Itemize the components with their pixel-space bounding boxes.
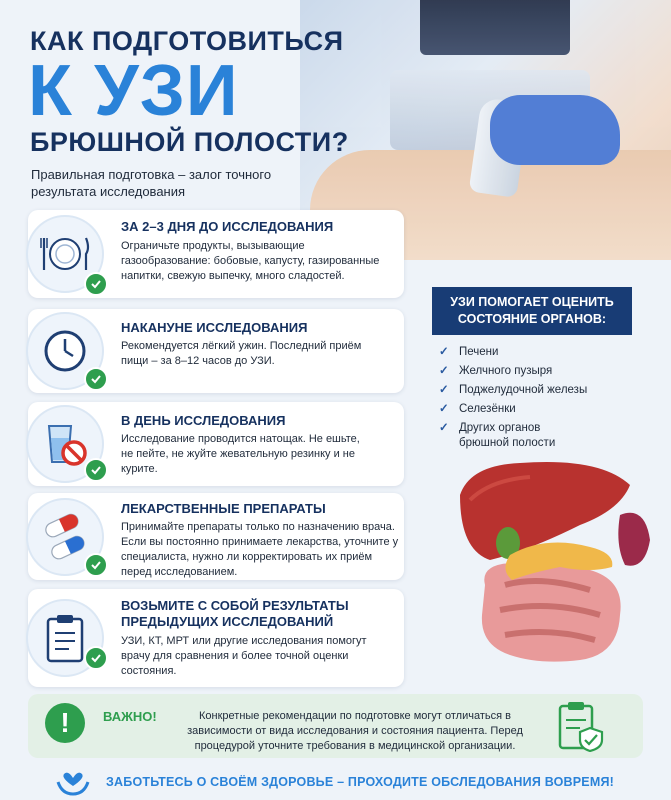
step-text-5: УЗИ, КТ, МРТ или другие исследования помогут врачу для сравнения и более точной оценки состояния.: [121, 635, 367, 677]
title-line-1: КАК ПОДГОТОВИТЬСЯ: [30, 26, 344, 56]
check-icon: ✓: [439, 384, 449, 396]
exclamation-icon: !: [45, 703, 85, 743]
list-item: ✓ Желчного пузыря: [439, 365, 553, 377]
step-title-5: ВОЗЬМИТЕ С СОБОЙ РЕЗУЛЬТАТЫ ПРЕДЫДУЩИХ ИССЛЕДОВАНИЙ: [121, 598, 349, 629]
monitor-shape: [420, 0, 570, 55]
check-icon: ✓: [439, 422, 449, 434]
title-line-2: К УЗИ: [28, 51, 239, 131]
footer-slogan: ЗАБОТЬТЕСЬ О СВОЁМ ЗДОРОВЬЕ – ПРОХОДИТЕ ОБСЛЕДОВАНИЯ ВОВРЕМЯ!: [106, 775, 614, 789]
check-icon: [84, 367, 108, 391]
gloved-hand-shape: [490, 95, 620, 165]
subtitle: Правильная подготовка – залог точного результата исследования: [31, 167, 272, 199]
check-icon: ✓: [439, 403, 449, 415]
step-card-3: [28, 402, 404, 486]
organs-list: [437, 345, 637, 455]
step-card-1: [28, 210, 404, 298]
title-line-3: БРЮШНОЙ ПОЛОСТИ?: [30, 127, 349, 157]
step-title-4: ЛЕКАРСТВЕННЫЕ ПРЕПАРАТЫ: [121, 501, 326, 516]
heart-hands-icon: [56, 764, 90, 796]
check-icon: ✓: [439, 365, 449, 377]
check-icon: [84, 272, 108, 296]
step-text-3: Исследование проводится натощак. Не ешьте, не пейте, не жуйте жевательную резинку и не курите.: [121, 433, 360, 475]
list-item: ✓ Других органов брюшной полости: [439, 422, 556, 449]
check-icon: ✓: [439, 346, 449, 358]
list-item: ✓ Поджелудочной железы: [439, 384, 588, 396]
clipboard-shield-icon: [556, 700, 606, 752]
step-card-5: [28, 589, 404, 687]
list-item: ✓ Селезёнки: [439, 403, 516, 415]
important-text: Конкретные рекомендации по подготовке могут отличаться в зависимости от вида исследования и состояния пациента. Перед процедурой уточните требования в медицинской организации.: [187, 710, 523, 752]
step-card-2: [28, 309, 404, 393]
important-label: ВАЖНО!: [103, 709, 157, 724]
abdominal-organs-illustration: [450, 455, 665, 675]
organs-panel-title: УЗИ ПОМОГАЕТ ОЦЕНИТЬ СОСТОЯНИЕ ОРГАНОВ:: [432, 287, 632, 335]
step-text-2: Рекомендуется лёгкий ужин. Последний приём пищи – за 8–12 часов до УЗИ.: [121, 340, 362, 367]
check-icon: [84, 553, 108, 577]
step-text-4: Принимайте препараты только по назначению врача. Если вы постоянно принимаете лекарства, уточните у специалиста, нужно ли корректировать их приём перед исследованием.: [121, 521, 399, 578]
check-icon: [84, 458, 108, 482]
step-card-4: [28, 493, 404, 580]
step-title-3: В ДЕНЬ ИССЛЕДОВАНИЯ: [121, 413, 286, 428]
step-title-2: НАКАНУНЕ ИССЛЕДОВАНИЯ: [121, 320, 308, 335]
step-title-1: ЗА 2–3 ДНЯ ДО ИССЛЕДОВАНИЯ: [121, 219, 334, 234]
check-icon: [84, 646, 108, 670]
list-item: ✓ Печени: [439, 346, 499, 358]
step-text-1: Ограничьте продукты, вызывающие газообразование: бобовые, капусту, газированные напитки, свежую выпечку, много сладостей.: [121, 240, 380, 282]
